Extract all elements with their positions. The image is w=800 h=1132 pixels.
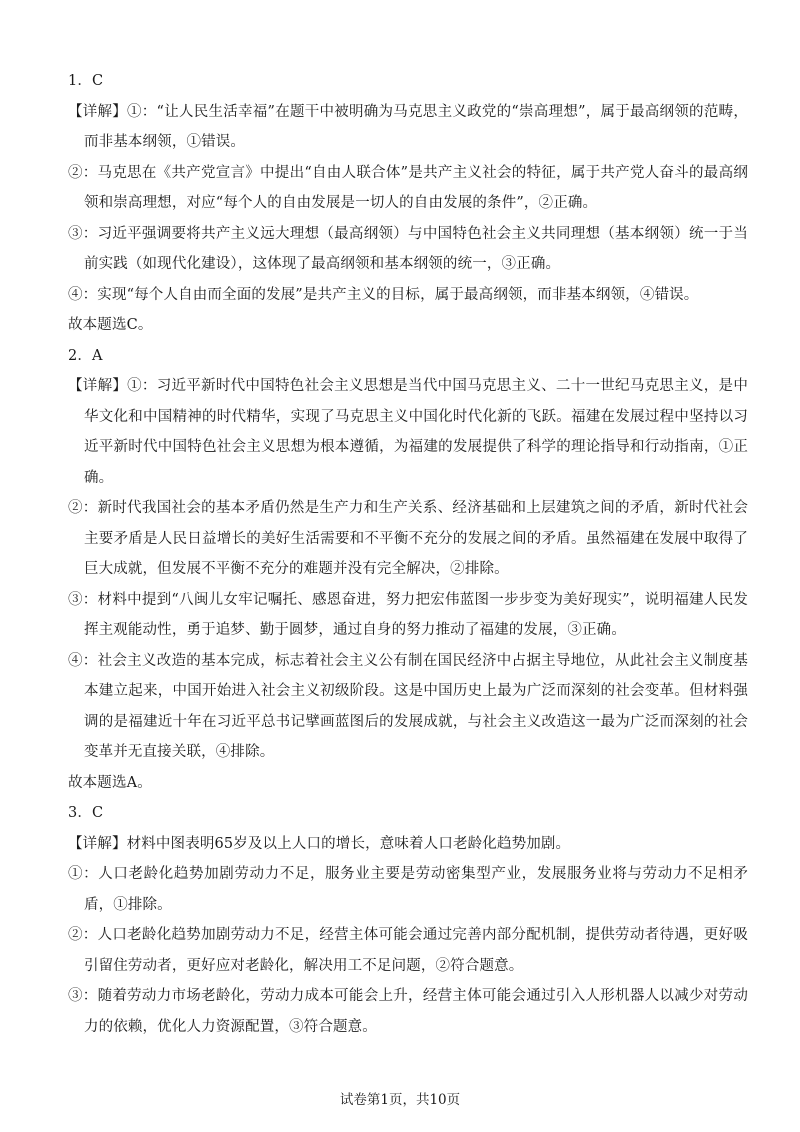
explanation-paragraph: 【详解】①：“让人民生活幸福”在题干中被明确为马克思主义政党的“崇高理想”，属于最高纲领的范畴，而非基本纲领，①错误。	[68, 103, 748, 150]
answer-content	[68, 66, 748, 1042]
explanation-paragraph: ②：新时代我国社会的基本矛盾仍然是生产力和生产关系、经济基础和上层建筑之间的矛盾，新时代社会主要矛盾是人民日益增长的美好生活需要和不平衡不充分的发展之间的矛盾。虽然福建在发展中取得了巨大成就，但发展不平衡不充分的难题并没有完全解决，②排除。	[68, 500, 748, 577]
explanation-paragraph: 【详解】①：习近平新时代中国特色社会主义思想是当代中国马克思主义、二十一世纪马克思主义，是中华文化和中国精神的时代精华，实现了马克思主义中国化时代化新的飞跃。福建在发展过程中坚持以习近平新时代中国特色社会主义思想为根本遵循，为福建的发展提供了科学的理论指导和行动指南，①正确。	[68, 378, 748, 486]
explanation-paragraph: 【详解】材料中图表明65岁及以上人口的增长，意味着人口老龄化趋势加剧。	[68, 835, 571, 852]
conclusion-line: 故本题选A。	[68, 774, 152, 791]
explanation-paragraph: ③：随着劳动力市场老龄化，劳动力成本可能会上升，经营主体可能会通过引入人形机器人以减少对劳动力的依赖，优化人力资源配置，③符合题意。	[68, 988, 748, 1035]
question-number: 2．A	[68, 347, 103, 364]
question-number: 1．C	[68, 73, 104, 89]
explanation-paragraph: ③：习近平强调要将共产主义远大理想（最高纲领）与中国特色社会主义共同理想（基本纲领）统一于当前实践（如现代化建设），这体现了最高纲领和基本纲领的统一，③正确。	[68, 225, 748, 272]
explanation-paragraph: ③：材料中提到“八闽儿女牢记嘱托、感恩奋进，努力把宏伟蓝图一步步变为美好现实”，说明福建人民发挥主观能动性，勇于追梦、勤于圆梦，通过自身的努力推动了福建的发展，③正确。	[68, 591, 748, 638]
page-footer: 试卷第1页，共10页	[339, 1092, 461, 1108]
explanation-paragraph: ②：马克思在《共产党宣言》中提出“自由人联合体”是共产主义社会的特征，属于共产党人奋斗的最高纲领和崇高理想，对应“每个人的自由发展是一切人的自由发展的条件”，②正确。	[68, 164, 748, 211]
question-number: 3．C	[68, 805, 104, 821]
explanation-paragraph: ④：实现“每个人自由而全面的发展”是共产主义的目标，属于最高纲领，而非基本纲领，④错误。	[68, 286, 699, 303]
explanation-paragraph: ②：人口老龄化趋势加剧劳动力不足，经营主体可能会通过完善内部分配机制，提供劳动者待遇，更好吸引留住劳动者，更好应对老龄化，解决用工不足问题，②符合题意。	[68, 927, 748, 974]
explanation-paragraph: ④：社会主义改造的基本完成，标志着社会主义公有制在国民经济中占据主导地位，从此社会主义制度基本建立起来，中国开始进入社会主义初级阶段。这是中国历史上最为广泛而深刻的社会变革。但材料强调的是福建近十年在习近平总书记擘画蓝图后的发展成就，与社会主义改造这一最为广泛而深刻的社会变革并无直接关联，④排除。	[68, 652, 748, 760]
conclusion-line: 故本题选C。	[68, 317, 153, 333]
explanation-paragraph: ①：人口老龄化趋势加剧劳动力不足，服务业主要是劳动密集型产业，发展服务业将与劳动力不足相矛盾，①排除。	[68, 866, 748, 913]
